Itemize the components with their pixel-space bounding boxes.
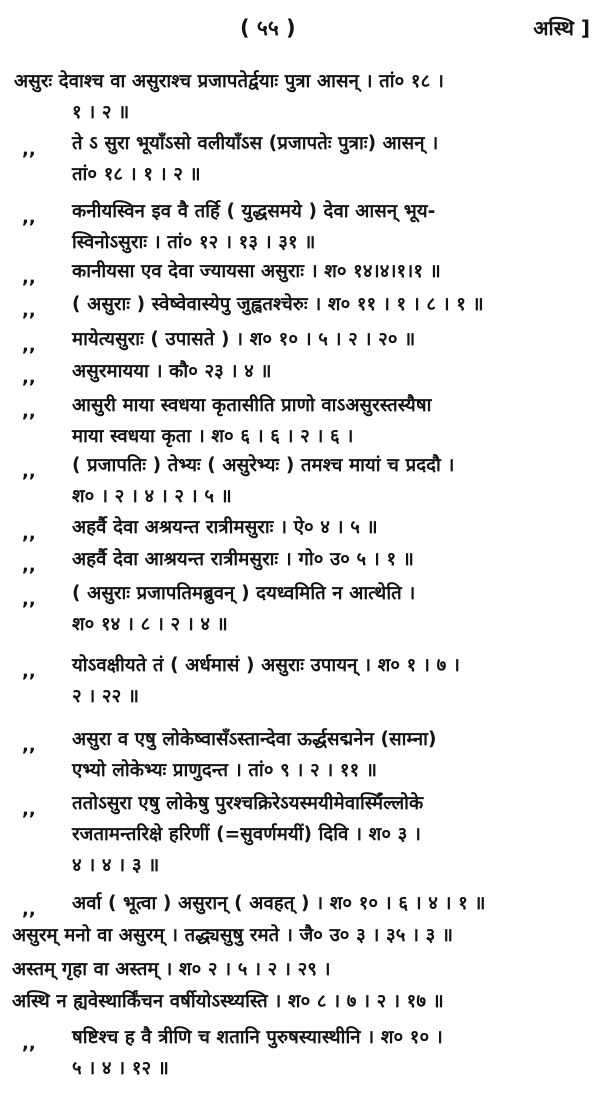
ditto-mark: ,, bbox=[22, 1033, 36, 1054]
entry-text: योऽवक्षीयते तं ( अर्धमासं ) असुराः उपायन् । श० १ । ७ । २ । २२ ॥ bbox=[72, 655, 460, 707]
ditto-mark: ,, bbox=[22, 555, 36, 576]
entry-text: ( प्रजापतिः ) तेभ्यः ( असुरेभ्यः ) तमश्च मायां च प्रददौ । श० । २ । ४ । २ । ५ ॥ bbox=[72, 455, 455, 507]
running-head: अस्थि ] bbox=[533, 16, 590, 40]
entry-text: मायेत्यसुराः ( उपासते ) । श० १० । ५ । २ । २० ॥ bbox=[72, 329, 416, 350]
ditto-mark: ,, bbox=[22, 139, 36, 160]
entry-text: अहर्वै देवा आश्रयन्त रात्रीमसुराः । गो० उ० ५ । १ ॥ bbox=[72, 549, 414, 570]
ditto-mark: ,, bbox=[22, 335, 36, 356]
ditto-mark: ,, bbox=[22, 899, 36, 920]
ditto-mark: ,, bbox=[22, 367, 36, 388]
entry-text: असुरा व एषु लोकेष्वासँऽस्तान्देवा ऊर्द्धसद्मनेन (साम्ना) एभ्यो लोकेभ्यः प्राणुदन्त । तां० ९ । २ । ११ ॥ bbox=[72, 729, 437, 781]
entry-text: अर्वा ( भूत्वा ) असुरान् ( अवहत् ) । श० १० । ६ । ४ । १ ॥ bbox=[72, 893, 486, 914]
ditto-mark: ,, bbox=[22, 267, 36, 288]
entry-text: ते ऽ सुरा भूयाँऽसो वलीयाँऽस (प्रजापतेः पुत्राः) आसन् । तां० १८ । १ । २ ॥ bbox=[72, 133, 439, 185]
ditto-mark: ,, bbox=[22, 461, 36, 482]
ditto-mark: ,, bbox=[22, 523, 36, 544]
ditto-mark: ,, bbox=[22, 207, 36, 228]
entry-text: अस्तम् गृहा वा अस्तम् । श० २ । ५ । २ । २९ । bbox=[12, 959, 331, 980]
ditto-mark: ,, bbox=[22, 589, 36, 610]
entry-text: अस्थि न ह्यवेस्थार्किंचन वर्षीयोऽस्थ्यस्ति । श० ८ । ७ । २ । १७ ॥ bbox=[12, 991, 444, 1012]
entry-text: अहर्वै देवा अश्रयन्त रात्रीमसुराः । ऐ० ४ । ५ ॥ bbox=[72, 517, 378, 538]
entry-text: कनीयस्विन इव वै तर्हि ( युद्धसमये ) देवा आसन् भूय- स्विनोऽसुराः । तां० १२ । १३ । ३१ ॥ bbox=[72, 201, 436, 253]
entry-text: असुरम् मनो वा असुरम् । तद्ध्यसुषु रमते । जै० उ० ३ । ३५ । ३ ॥ bbox=[12, 925, 454, 946]
ditto-mark: ,, bbox=[22, 401, 36, 422]
entry-text: ( असुराः प्रजापतिमब्रुवन् ) दयध्वमिति न आत्थेति । श० १४ । ८ । २ । ४ ॥ bbox=[72, 583, 416, 635]
ditto-mark: ,, bbox=[22, 799, 36, 820]
page-header bbox=[0, 8, 600, 48]
page-number: ( ५५ ) bbox=[240, 16, 296, 40]
entry-text: ( असुराः ) स्वेष्वेवास्येपु जुह्वतश्चेरुः । श० ११ । १ । ८ । १ ॥ bbox=[72, 294, 484, 315]
ditto-mark: ,, bbox=[22, 661, 36, 682]
entry-text: कानीयसा एव देवा ज्यायसा असुराः । श० १४।४।१।१ ॥ bbox=[72, 261, 441, 282]
ditto-mark: ,, bbox=[22, 735, 36, 756]
ditto-mark: ,, bbox=[22, 300, 36, 321]
entry-text: ततोऽसुरा एषु लोकेषु पुरश्चक्रिरेऽयस्मयीमेवास्मिँल्लोके रजतामन्तरिक्षे हरिणीं (=सुवर्णमयीं) दिवि । श० ३ । ४ । ४ । ३ ॥ bbox=[72, 793, 424, 876]
entry-text: आसुरी माया स्वधया कृतासीति प्राणो वाऽअसुरस्तस्यैषा माया स्वधया कृता । श० ६ । ६ । २ । ६ । bbox=[72, 395, 432, 447]
entry-text: असुरमायया । कौ० २३ । ४ ॥ bbox=[72, 361, 272, 382]
entry-text: असुरः देवाश्च वा असुराश्च प्रजापतेर्द्वयाः पुत्रा आसन् । तां० १८ । १ । २ ॥ bbox=[14, 71, 444, 123]
entry-text: षष्टिश्च ह वै त्रीणि च शतानि पुरुषस्यास्थीनि । श० १० । ५ । ४ । १२ ॥ bbox=[72, 1027, 443, 1079]
